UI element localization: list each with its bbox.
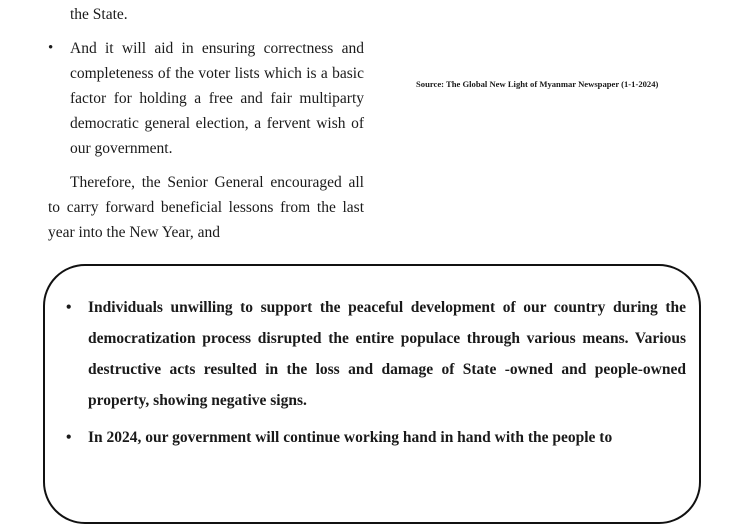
left-bullet-item	[48, 36, 364, 161]
left-paragraph: Therefore, the Senior General encouraged all to carry forward beneficial lessons from the last year into the New Year, and	[48, 174, 364, 241]
box-bullet-item	[66, 422, 686, 453]
source-caption: Source: The Global New Light of Myanmar Newspaper (1-1-2024)	[416, 79, 659, 89]
bullet-icon: •	[66, 429, 72, 446]
text-fragment: the State.	[70, 6, 128, 23]
left-column	[48, 2, 364, 245]
bullet-icon: •	[48, 40, 54, 56]
left-bullet-text: And it will aid in ensuring correctness and completeness of the voter lists which is a basic factor for holding a free and fair multiparty democratic general election, a fervent wish of our government.	[70, 40, 364, 157]
box-bullet-text: Individuals unwilling to support the peaceful development of our country during the democratization process disrupted the entire populace through various means. Various destructive acts resulted in the loss and damage of State -owned and people-owned property, showing negative signs.	[88, 299, 686, 409]
bullet-icon: •	[66, 299, 72, 316]
highlight-box-list	[66, 292, 686, 459]
box-bullet-text: In 2024, our government will continue working hand in hand with the people to	[88, 429, 613, 446]
box-bullet-item	[66, 292, 686, 416]
